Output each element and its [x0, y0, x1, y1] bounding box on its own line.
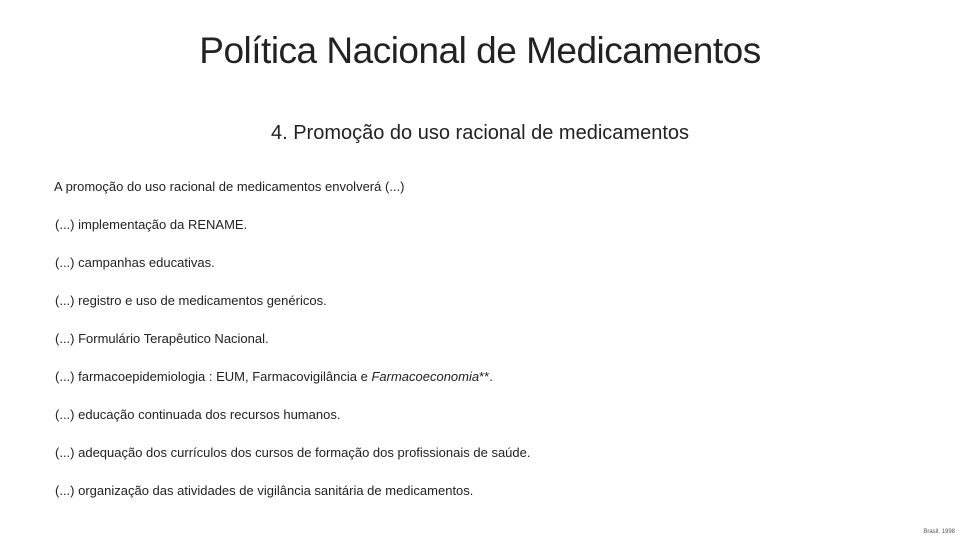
slide-subtitle: 4. Promoção do uso racional de medicamentos: [270, 122, 689, 144]
list-item-farmacoepidemiologia: [55, 368, 915, 386]
list-item-curriculos: (...) adequação dos currículos dos cursos de formação dos profissionais de saúde.: [55, 445, 531, 460]
list-item-educacao: (...) educação continuada dos recursos humanos.: [55, 407, 341, 422]
list-item-farmacoeconomia-italic: Farmacoeconomia: [371, 369, 480, 384]
list-item-farmacoepidemiologia-prefix: (...) farmacoepidemiologia : EUM, Farmacovigilância e: [55, 369, 372, 384]
list-item-vigilancia: (...) organização das atividades de vigilância sanitária de medicamentos.: [55, 483, 474, 498]
slide-title: Política Nacional de Medicamentos: [199, 30, 761, 71]
intro-line: A promoção do uso racional de medicamentos envolverá (...): [54, 179, 405, 194]
source-note: Brasil, 1998: [923, 529, 955, 535]
list-item-farmacoepidemiologia-suffix: **.: [479, 369, 493, 384]
list-item-formulario: (...) Formulário Terapêutico Nacional.: [55, 331, 269, 346]
list-item-rename: (...) implementação da RENAME.: [55, 217, 248, 232]
list-item-genericos: (...) registro e uso de medicamentos genéricos.: [55, 293, 327, 308]
slide-body: [55, 178, 915, 520]
list-item-campanhas: (...) campanhas educativas.: [55, 255, 215, 270]
